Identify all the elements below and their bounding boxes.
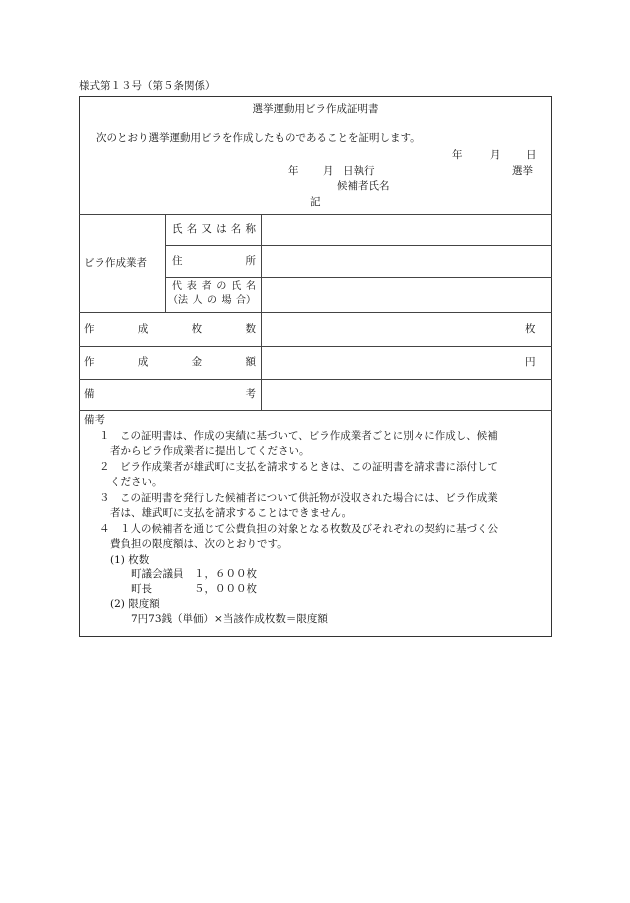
note-line: ください。 [110,476,163,488]
note-line: ４ １人の候補者を通じて公費負担の対象となる枚数及びそれぞれの契約に基づく公 [99,523,498,535]
form-number: 様式第１３号（第５条関係） [79,80,216,92]
note-line: 者は、雄武町に支払を請求することはできません。 [110,507,353,519]
note-line: １ この証明書は、作成の実績に基づいて、ビラ作成業者ごとに別々に作成し、候補 [99,430,498,442]
note-line: 者からビラ作成業者に提出してください。 [110,445,310,457]
election-label: 選挙 [512,165,533,177]
representative-label: 代 表 者 の 氏 名 [172,281,256,292]
page-title: 選挙運動用ビラ作成証明書 [252,103,379,115]
remarks-label: 備 考 [84,388,256,400]
note-line: (2) 限度額 [110,598,160,610]
note-line: 町議会議員 １，６００枚 [131,568,257,580]
name-label: 氏 名 又 は 名 称 [172,223,256,235]
ki-label: 記 [310,196,321,208]
date-month: 月 [490,149,501,161]
exec-month: 月 [323,165,334,177]
amount-label: 作 成 金 額 [84,356,256,368]
note-line: ２ ビラ作成業者が雄武町に支払を請求するときは、この証明書を請求書に添付して [99,461,498,473]
date-day: 日 [526,149,537,161]
count-unit: 枚 [525,323,536,335]
notes-heading: 備考 [84,414,105,426]
corporation-note: （法 人 の 場 合） [168,295,256,306]
count-label: 作 成 枚 数 [84,323,256,335]
candidate-name-label: 候補者氏名 [337,180,390,192]
note-line: (1) 枚数 [110,554,150,566]
vendor-label: ビラ作成業者 [84,257,147,269]
note-line: 町長 ５，０００枚 [131,583,257,595]
amount-unit: 円 [525,356,536,368]
note-line: 7円73銭（単価）×当該作成枚数＝限度額 [131,613,328,625]
date-year: 年 [452,149,463,161]
statement: 次のとおり選挙運動用ビラを作成したものであることを証明します。 [96,132,421,144]
exec-day: 日執行 [343,165,375,177]
note-line: ３ この証明書を発行した候補者について供託物が没収された場合には、ビラ作成業 [99,492,498,504]
address-label: 住 所 [172,255,256,267]
exec-year: 年 [288,165,299,177]
note-line: 費負担の限度額は、次のとおりです。 [110,538,288,550]
